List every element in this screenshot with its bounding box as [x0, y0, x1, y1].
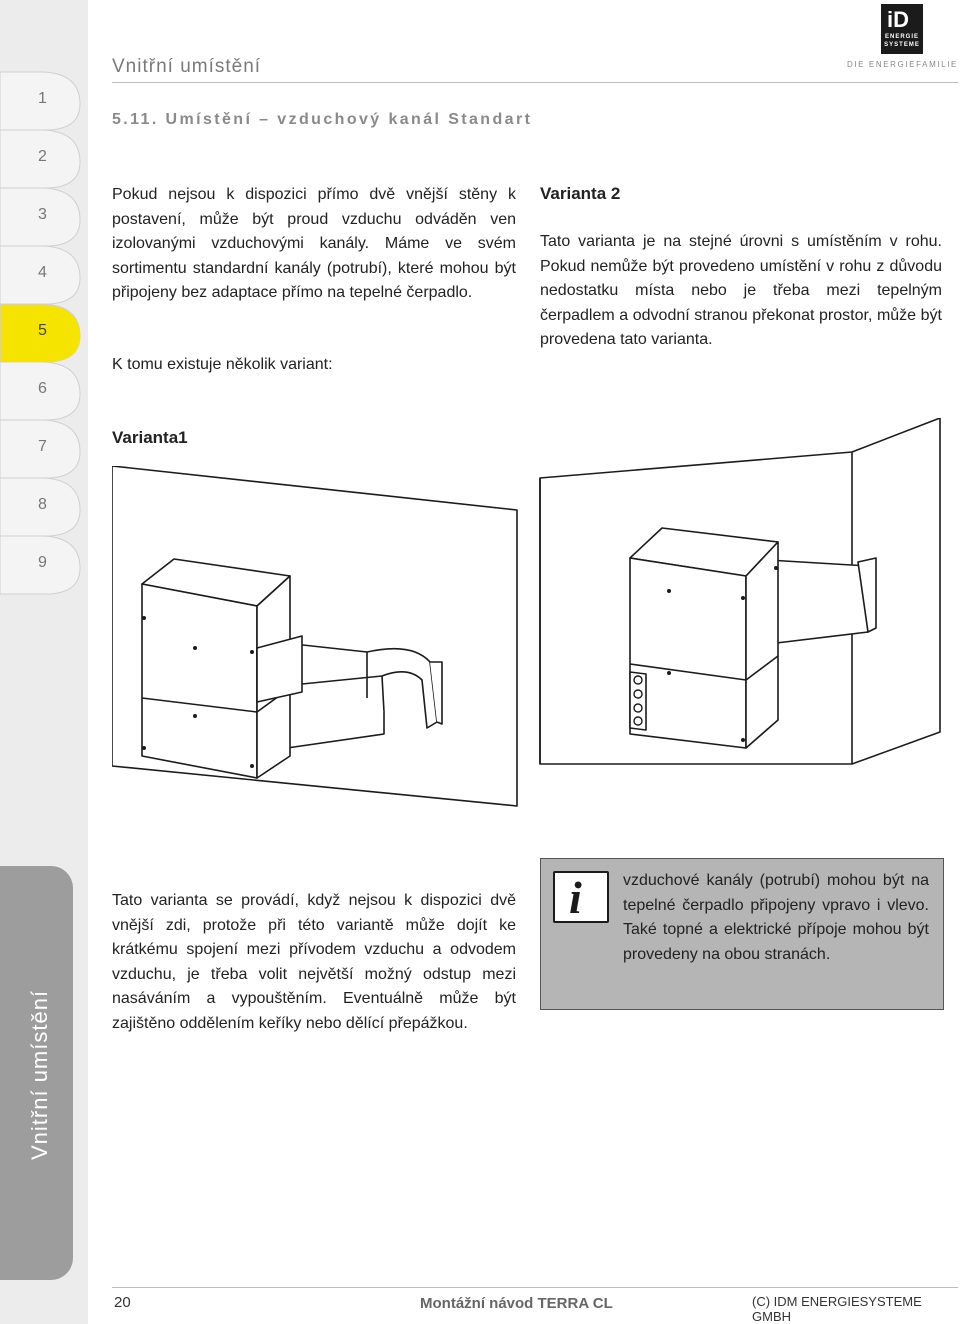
- sidebar-chapter-label: Vnitřní umístění: [27, 989, 52, 1160]
- section-heading: 5.11. Umístění – vzduchový kanál Standart: [112, 111, 533, 128]
- page-number: 20: [114, 1294, 131, 1311]
- variant1-illustration: [112, 466, 522, 812]
- chapter-tab-4[interactable]: [0, 244, 84, 306]
- variant2-title: Varianta 2: [540, 184, 621, 203]
- chapter-tab-2[interactable]: [0, 128, 84, 190]
- variant1-description: Tato varianta se provádí, když nejsou k dispozici dvě vnější zdi, protože při této variantě může dojít ke krátkému spojení mezi přívodem vzduchu a odvodem vzduchu, je třeba volit největší možný odstup mezi nasáváním a vypouštěním. Eventuálně může být zajištěno oddělením keříky nebo dělící přepážkou.: [112, 892, 516, 1032]
- heatpump-front: [142, 584, 257, 778]
- logo-line1: ENERGIE: [884, 34, 919, 40]
- info-box: [540, 858, 944, 1010]
- brand-tagline: DIE ENERGIEFAMILIE: [846, 60, 958, 69]
- logo-line2: SYSTEME: [884, 42, 920, 48]
- chapter-tab-7[interactable]: [0, 418, 84, 480]
- chapter-tab-3[interactable]: [0, 186, 84, 248]
- variant2-description: Tato varianta je na stejné úrovni s umístěním v rohu. Pokud nemůže být provedeno umístění v rohu z důvodu nedostatku místa nebo je třeba mezi tepelným čerpadlem a odvodní stranou překonat prostor, může být provedena tato varianta.: [540, 233, 942, 348]
- variant2-illustration: [538, 418, 944, 766]
- chapter-tab-9[interactable]: [0, 534, 84, 596]
- heatpump-side: [746, 542, 778, 748]
- footer-copyright: (C) IDM ENERGIESYSTEME GMBH: [752, 1294, 922, 1324]
- intro-text: Pokud nejsou k dispozici přímo dvě vnější stěny k postavení, může být proud vzduchu odváděn ven izolovanými vzduchovými kanály. Máme ve svém sortimentu standardní kanály (potrubí), které mohou být připojeny bez adaptace přímo na tepelné čerpadlo.: [112, 186, 516, 301]
- chapter-tab-number: 9: [38, 554, 47, 571]
- chapter-sidebar: [0, 0, 90, 1324]
- chapter-tab-number: 6: [38, 380, 47, 397]
- page-header-title: Vnitřní umístění: [112, 56, 262, 77]
- chapter-tab-1[interactable]: [0, 70, 84, 132]
- straight-duct: [768, 560, 868, 644]
- intro-variants-line: K tomu existuje několik variant:: [112, 356, 333, 373]
- chapter-tab-number: 7: [38, 438, 47, 455]
- chapter-tab-number: 1: [38, 90, 47, 107]
- header-divider: [112, 82, 958, 83]
- heatpump-front: [630, 558, 746, 748]
- idm-logo: [881, 4, 923, 54]
- chapter-tab-number: 4: [38, 264, 47, 281]
- chapter-tab-8[interactable]: [0, 476, 84, 538]
- chapter-tab-number: 8: [38, 496, 47, 513]
- info-icon-glyph: i: [569, 872, 582, 923]
- footer-divider: [112, 1287, 958, 1288]
- variant1-title: Varianta1: [112, 428, 188, 447]
- chapter-tab-5[interactable]: [0, 302, 84, 364]
- chapter-tab-number: 2: [38, 148, 47, 165]
- intro-paragraph: [112, 183, 516, 306]
- logo-mark: iD: [887, 7, 909, 32]
- chapter-tab-6[interactable]: [0, 360, 84, 422]
- info-icon: [553, 871, 609, 923]
- chapter-tab-number: 5: [38, 322, 47, 339]
- info-text: vzduchové kanály (potrubí) mohou být na tepelné čerpadlo připojeny vpravo i vlevo. Také topné a elektrické přípoje mohou být provedeny na obou stranách.: [623, 872, 929, 963]
- chapter-tab-number: 3: [38, 206, 47, 223]
- footer-document-title: Montážní návod TERRA CL: [420, 1295, 613, 1312]
